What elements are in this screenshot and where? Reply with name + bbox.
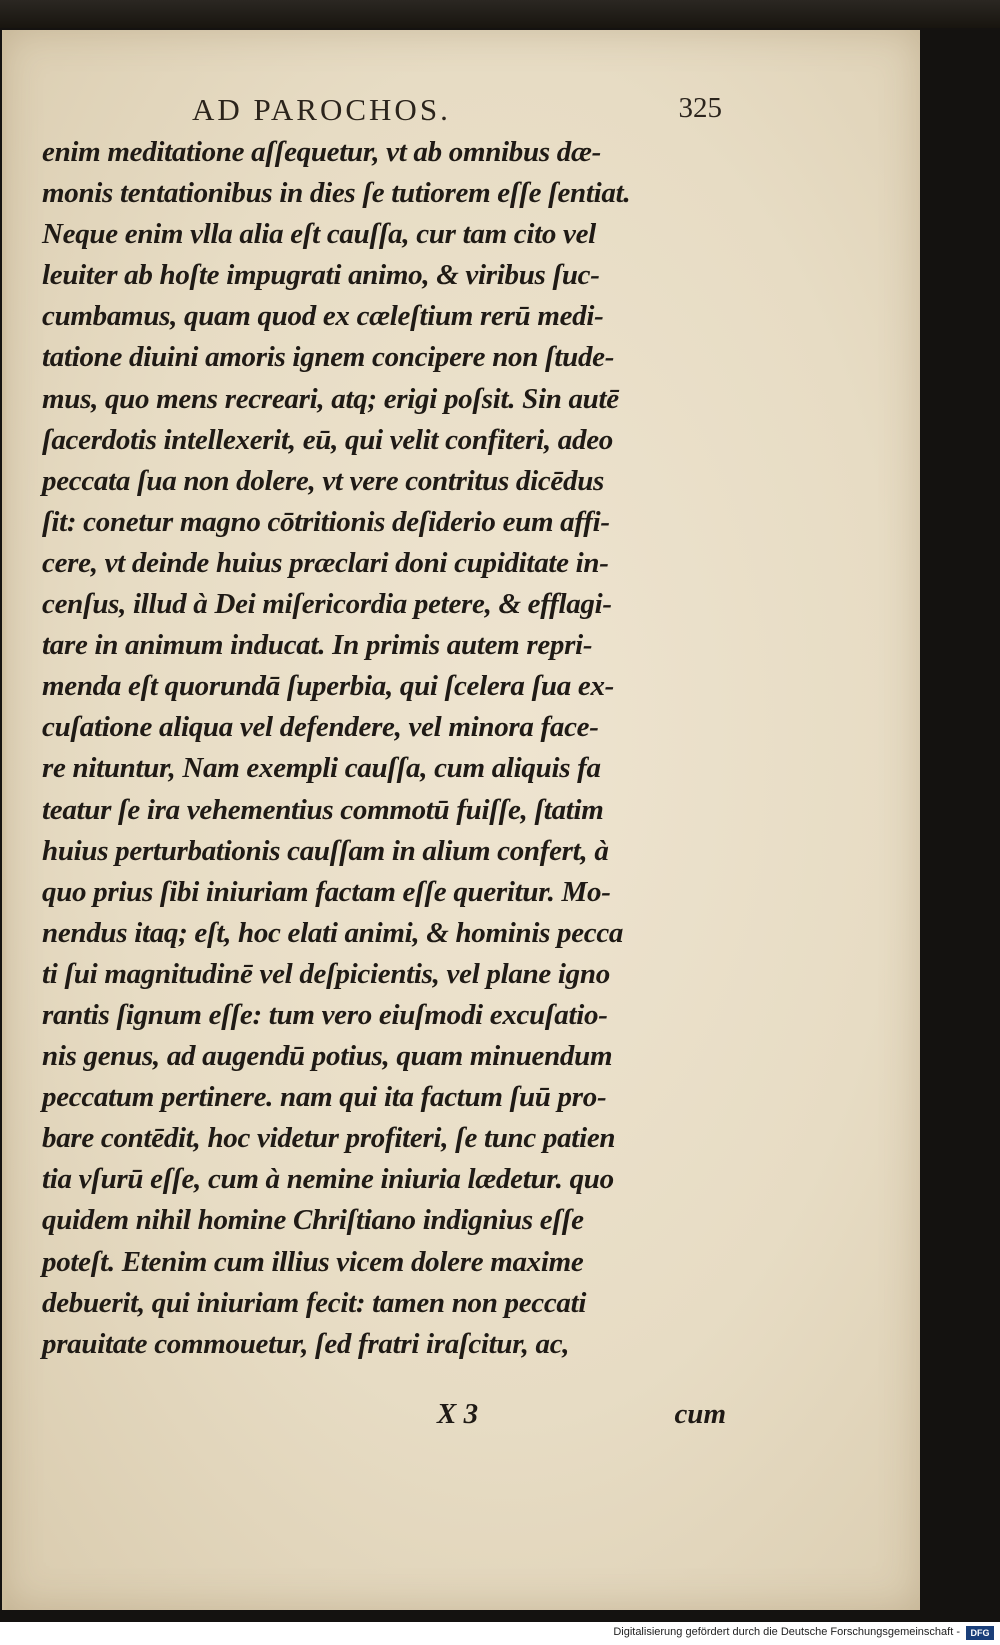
- digitization-footer: [0, 1622, 1000, 1645]
- text-line: peccata ſua non dolere, vt vere contritus dicēdus: [42, 464, 605, 497]
- text-line: mus, quo mens recreari, atq; erigi poſsit. Sin autē: [42, 382, 619, 415]
- text-line: peccatum pertinere. nam qui ita factum ſuū pro-: [42, 1081, 607, 1114]
- body-text: [42, 132, 732, 1365]
- text-line: cere, vt deinde huius præclari doni cupiditate in-: [42, 546, 609, 579]
- text-line: poteſt. Etenim cum illius vicem dolere maxime: [42, 1245, 584, 1278]
- text-line: cuſatione aliqua vel defendere, vel minora face-: [42, 711, 599, 744]
- scan-background-top: [0, 0, 1000, 28]
- text-line: nendus itaq; eſt, hoc elati animi, & hominis pecca: [42, 916, 624, 949]
- text-line: Neque enim vlla alia eſt cauſſa, cur tam cito vel: [42, 218, 596, 251]
- text-line: nis genus, ad augendū potius, quam minuendum: [42, 1040, 613, 1073]
- text-line: prauitate commouetur, ſed fratri iraſcitur, ac,: [42, 1327, 570, 1360]
- text-line: tare in animum inducat. In primis autem repri-: [42, 629, 593, 662]
- footer-credit: Digitalisierung gefördert durch die Deutsche Forschungsgemeinschaft -: [613, 1626, 960, 1638]
- page-number: 325: [678, 92, 722, 124]
- text-line: rantis ſignum eſſe: tum vero eiuſmodi excuſatio-: [42, 998, 608, 1031]
- text-line: quo prius ſibi iniuriam factam eſſe queritur. Mo-: [42, 875, 611, 908]
- text-line: cumbamus, quam quod ex cæleſtium rerū medi-: [42, 300, 604, 333]
- text-line: tatione diuini amoris ignem concipere non ſtude-: [42, 341, 615, 374]
- signature-mark: X 3: [437, 1398, 479, 1430]
- text-line: tia vſurū eſſe, cum à nemine iniuria lædetur. quo: [42, 1163, 614, 1196]
- text-line: quidem nihil homine Chriſtiano indignius eſſe: [42, 1204, 584, 1237]
- catchword: cum: [674, 1398, 726, 1430]
- text-line: debuerit, qui iniuriam fecit: tamen non peccati: [42, 1286, 587, 1319]
- signature-line: [42, 1398, 732, 1438]
- text-line: enim meditatione aſſequetur, vt ab omnibus dæ-: [42, 136, 601, 168]
- text-line: huius perturbationis cauſſam in alium confert, à: [42, 834, 609, 867]
- text-line: leuiter ab hoſte impugrati animo, & viribus ſuc-: [42, 259, 600, 292]
- text-line: cenſus, illud à Dei miſericordia petere, & efflagi-: [42, 588, 612, 621]
- dfg-logo: DFG: [966, 1626, 994, 1640]
- running-head: [42, 92, 722, 132]
- text-line: ſit: conetur magno cōtritionis deſiderio eum affi-: [42, 505, 610, 538]
- text-line: menda eſt quorundā ſuperbia, qui ſcelera ſua ex-: [42, 670, 615, 703]
- text-line: bare contēdit, hoc videtur profiteri, ſe tunc patien: [42, 1122, 616, 1155]
- text-line: ti ſui magnitudinē vel deſpicientis, vel plane igno: [42, 957, 610, 990]
- text-line: monis tentationibus in dies ſe tutiorem eſſe ſentiat.: [42, 177, 631, 210]
- text-line: re nituntur, Nam exempli cauſſa, cum aliquis fa: [42, 752, 601, 785]
- text-line: teatur ſe ira vehementius commotū fuiſſe, ſtatim: [42, 793, 604, 826]
- page-edge-shadow: [2, 30, 8, 1610]
- text-line: ſacerdotis intellexerit, eū, qui velit confiteri, adeo: [42, 423, 613, 456]
- running-title: AD PAROCHOS.: [192, 92, 451, 127]
